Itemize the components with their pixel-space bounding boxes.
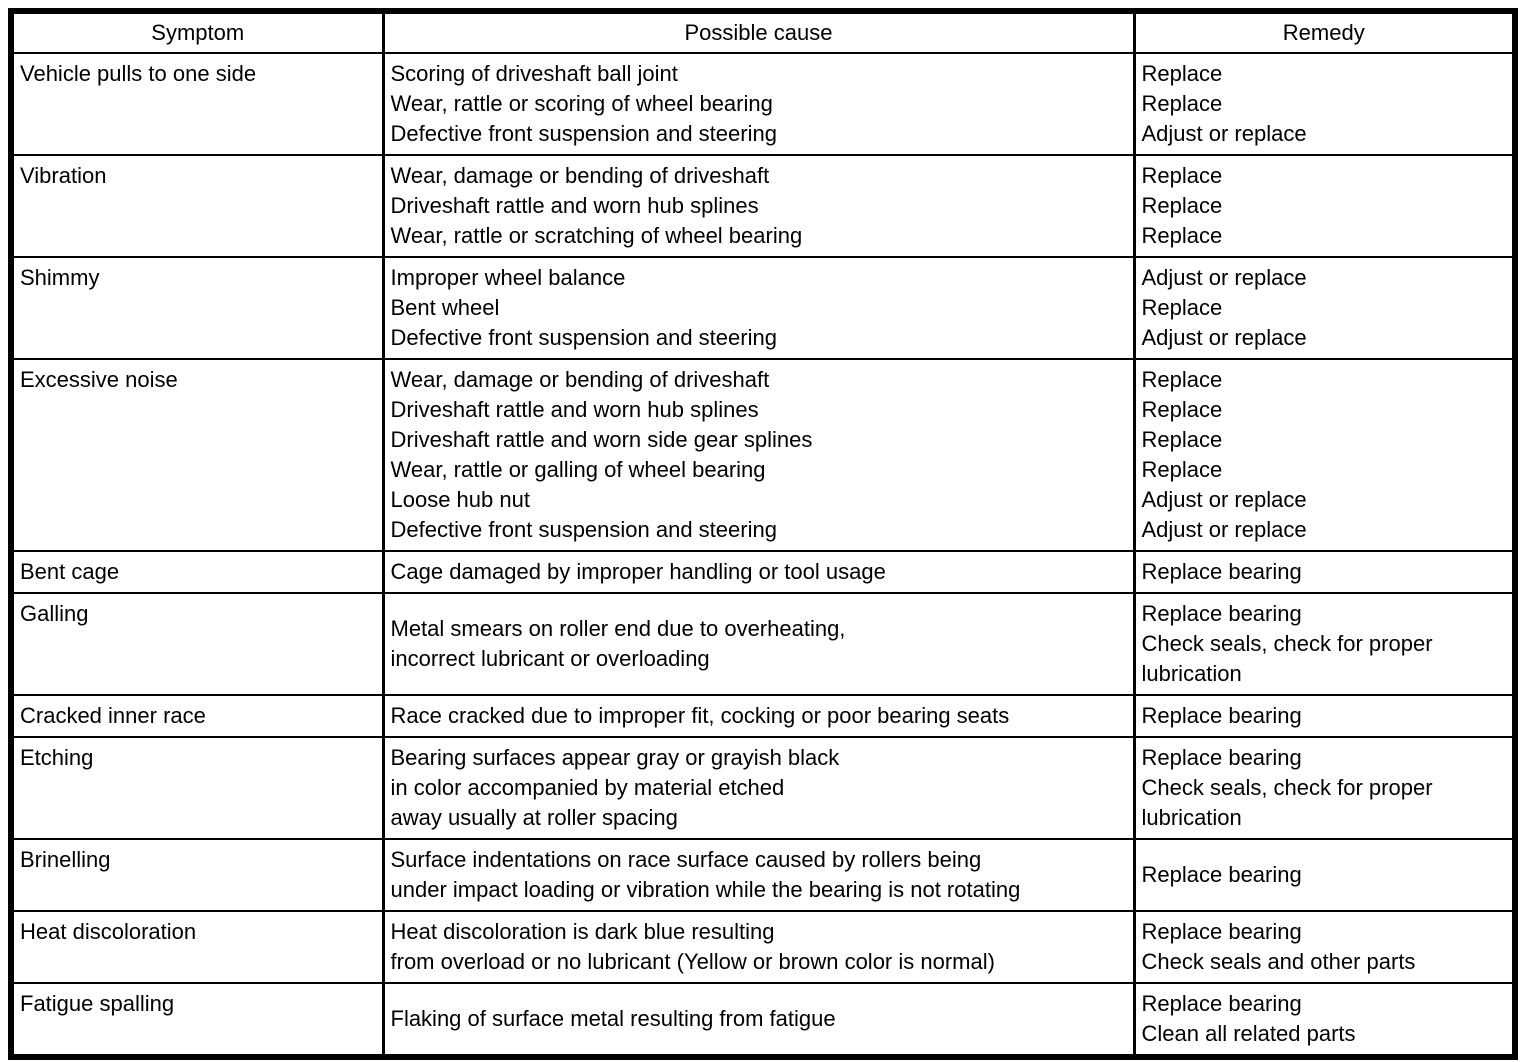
- possible-cause-cell: [383, 551, 1134, 593]
- symptom-text: Cracked inner race: [20, 703, 206, 728]
- remedy-line: Adjust or replace: [1141, 265, 1307, 290]
- symptom-text: Bent cage: [20, 559, 120, 584]
- table-row: [11, 155, 1515, 257]
- remedy-line: Replace bearing: [1141, 862, 1302, 887]
- cause-line: Surface indentations on race surface caused by rollers being: [390, 847, 982, 872]
- symptom-cell: [11, 53, 383, 155]
- remedy-line: Adjust or replace: [1141, 517, 1307, 542]
- cause-line: Wear, rattle or galling of wheel bearing: [390, 457, 766, 482]
- table-row: [11, 983, 1515, 1057]
- table-body: [11, 53, 1515, 1057]
- symptom-text: Etching: [20, 745, 94, 770]
- table-row: [11, 695, 1515, 737]
- remedy-cell: [1134, 155, 1515, 257]
- cause-line: Wear, rattle or scoring of wheel bearing: [390, 91, 773, 116]
- cause-line: Wear, damage or bending of driveshaft: [390, 163, 770, 188]
- remedy-line: Replace bearing: [1141, 601, 1302, 626]
- symptom-cell: [11, 695, 383, 737]
- table-row: [11, 257, 1515, 359]
- cause-line: Defective front suspension and steering: [390, 517, 777, 542]
- remedy-line: Adjust or replace: [1141, 121, 1307, 146]
- table-row: [11, 737, 1515, 839]
- remedy-line: Replace: [1141, 163, 1223, 188]
- cause-line: Defective front suspension and steering: [390, 121, 777, 146]
- cause-line: Driveshaft rattle and worn hub splines: [390, 397, 759, 422]
- possible-cause-cell: [383, 155, 1134, 257]
- possible-cause-cell: [383, 593, 1134, 695]
- possible-cause-cell: [383, 695, 1134, 737]
- symptom-cell: [11, 737, 383, 839]
- symptom-text: Excessive noise: [20, 367, 178, 392]
- symptom-cell: [11, 593, 383, 695]
- symptom-cell: [11, 257, 383, 359]
- cause-line: away usually at roller spacing: [390, 805, 678, 830]
- symptom-text: Heat discoloration: [20, 919, 197, 944]
- remedy-cell: [1134, 257, 1515, 359]
- remedy-line: Replace: [1141, 295, 1223, 320]
- cause-line: Bearing surfaces appear gray or grayish black: [390, 745, 840, 770]
- remedy-line: Replace bearing: [1141, 991, 1302, 1016]
- remedy-line: Replace: [1141, 91, 1223, 116]
- column-header-symptom: Symptom: [11, 11, 383, 53]
- remedy-line: Check seals, check for proper: [1141, 631, 1433, 656]
- remedy-line: Replace bearing: [1141, 919, 1302, 944]
- symptom-text: Shimmy: [20, 265, 100, 290]
- remedy-cell: [1134, 593, 1515, 695]
- remedy-line: Replace: [1141, 397, 1223, 422]
- remedy-line: Replace bearing: [1141, 703, 1302, 728]
- cause-line: incorrect lubricant or overloading: [390, 646, 710, 671]
- possible-cause-cell: [383, 53, 1134, 155]
- table-row: [11, 551, 1515, 593]
- cause-line: from overload or no lubricant (Yellow or brown color is normal): [390, 949, 995, 974]
- remedy-line: Replace: [1141, 223, 1223, 248]
- column-header-possible-cause: Possible cause: [383, 11, 1134, 53]
- cause-line: Scoring of driveshaft ball joint: [390, 61, 678, 86]
- cause-line: in color accompanied by material etched: [390, 775, 785, 800]
- symptom-cell: [11, 155, 383, 257]
- possible-cause-cell: [383, 983, 1134, 1057]
- table-row: [11, 839, 1515, 911]
- symptom-cell: [11, 551, 383, 593]
- cause-line: Defective front suspension and steering: [390, 325, 777, 350]
- cause-line: Wear, rattle or scratching of wheel bearing: [390, 223, 803, 248]
- table-row: [11, 911, 1515, 983]
- cause-line: Cage damaged by improper handling or tool usage: [390, 559, 886, 584]
- table-row: [11, 359, 1515, 551]
- remedy-cell: [1134, 839, 1515, 911]
- possible-cause-cell: [383, 839, 1134, 911]
- remedy-cell: [1134, 911, 1515, 983]
- remedy-cell: [1134, 53, 1515, 155]
- symptom-text: Fatigue spalling: [20, 991, 175, 1016]
- cause-line: Flaking of surface metal resulting from fatigue: [390, 1006, 836, 1031]
- symptom-text: Vehicle pulls to one side: [20, 61, 257, 86]
- possible-cause-cell: [383, 257, 1134, 359]
- remedy-line: Adjust or replace: [1141, 325, 1307, 350]
- possible-cause-cell: [383, 911, 1134, 983]
- remedy-cell: [1134, 983, 1515, 1057]
- remedy-cell: [1134, 737, 1515, 839]
- remedy-line: Replace bearing: [1141, 745, 1302, 770]
- cause-line: Bent wheel: [390, 295, 500, 320]
- remedy-line: Replace: [1141, 193, 1223, 218]
- possible-cause-cell: [383, 359, 1134, 551]
- remedy-line: Replace: [1141, 61, 1223, 86]
- table-row: [11, 593, 1515, 695]
- column-header-remedy: Remedy: [1134, 11, 1515, 53]
- symptom-cell: [11, 359, 383, 551]
- symptom-cell: [11, 911, 383, 983]
- cause-line: Improper wheel balance: [390, 265, 626, 290]
- cause-line: Metal smears on roller end due to overheating,: [390, 616, 846, 641]
- symptom-text: Vibration: [20, 163, 107, 188]
- cause-line: Wear, damage or bending of driveshaft: [390, 367, 770, 392]
- cause-line: Loose hub nut: [390, 487, 530, 512]
- cause-line: Heat discoloration is dark blue resulting: [390, 919, 775, 944]
- remedy-line: lubrication: [1141, 805, 1242, 830]
- remedy-line: Replace: [1141, 427, 1223, 452]
- table-row: [11, 53, 1515, 155]
- remedy-cell: [1134, 695, 1515, 737]
- cause-line: Driveshaft rattle and worn hub splines: [390, 193, 759, 218]
- remedy-line: Check seals, check for proper: [1141, 775, 1433, 800]
- remedy-cell: [1134, 359, 1515, 551]
- symptom-text: Brinelling: [20, 847, 111, 872]
- header-row: [11, 11, 1515, 53]
- remedy-line: Check seals and other parts: [1141, 949, 1416, 974]
- cause-line: Driveshaft rattle and worn side gear splines: [390, 427, 813, 452]
- troubleshooting-table: [8, 8, 1518, 1060]
- possible-cause-cell: [383, 737, 1134, 839]
- remedy-line: lubrication: [1141, 661, 1242, 686]
- symptom-text: Galling: [20, 601, 89, 626]
- remedy-line: Adjust or replace: [1141, 487, 1307, 512]
- cause-line: under impact loading or vibration while the bearing is not rotating: [390, 877, 1021, 902]
- symptom-cell: [11, 983, 383, 1057]
- remedy-cell: [1134, 551, 1515, 593]
- cause-line: Race cracked due to improper fit, cocking or poor bearing seats: [390, 703, 1010, 728]
- remedy-line: Replace bearing: [1141, 559, 1302, 584]
- remedy-line: Clean all related parts: [1141, 1021, 1356, 1046]
- symptom-cell: [11, 839, 383, 911]
- remedy-line: Replace: [1141, 367, 1223, 392]
- remedy-line: Replace: [1141, 457, 1223, 482]
